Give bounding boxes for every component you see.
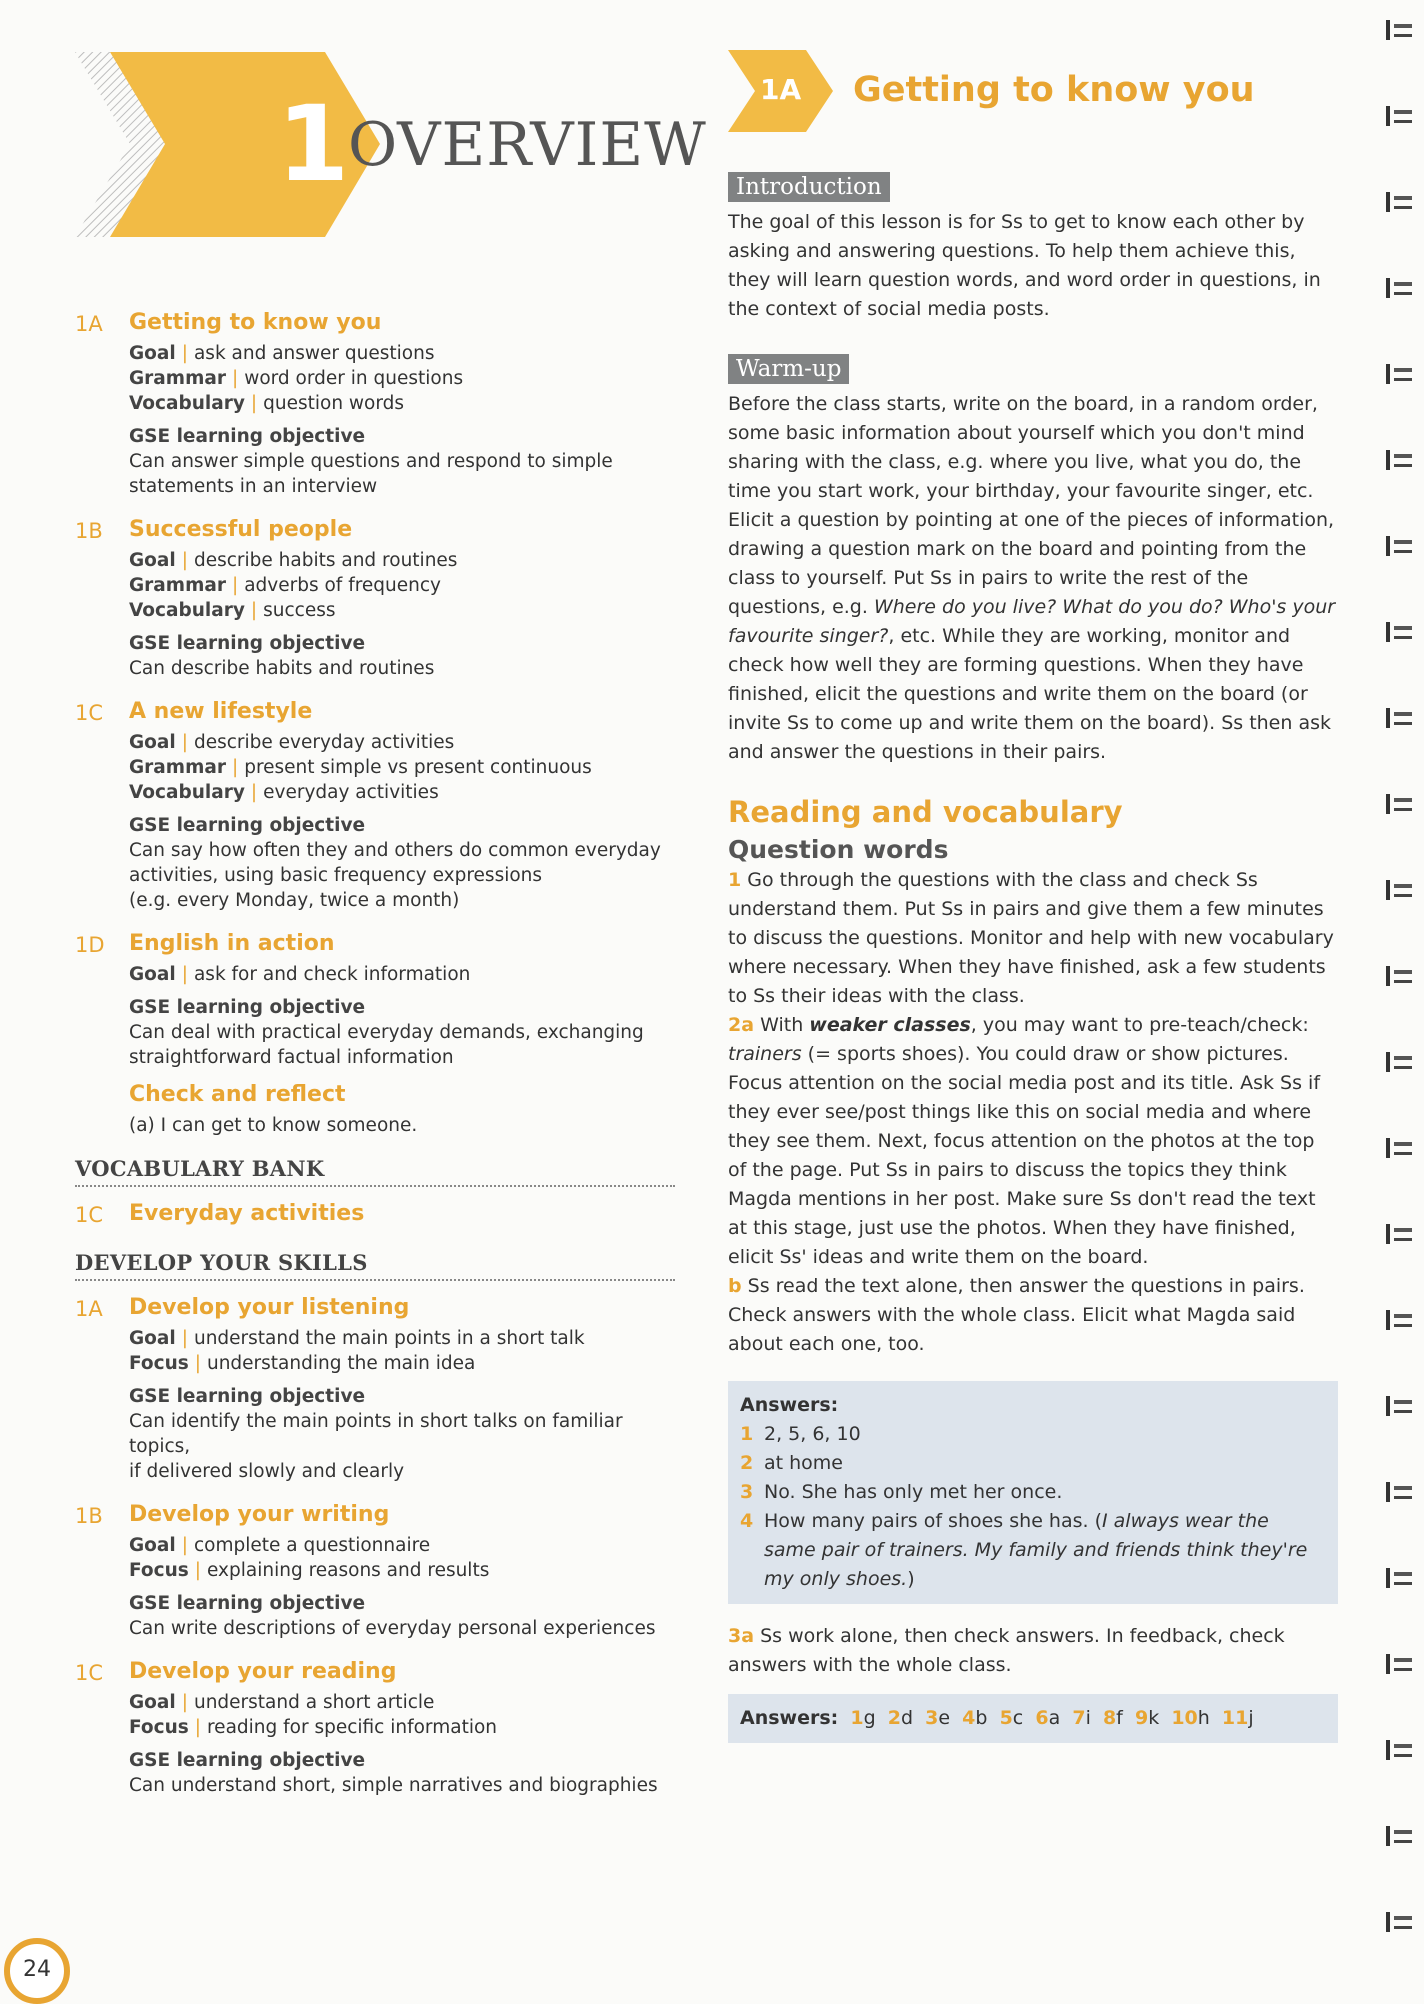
spiral-ring <box>1382 1138 1412 1158</box>
unit-code: 1A <box>75 1297 103 1321</box>
unit-1c <box>75 699 685 913</box>
gse-line: Can identify the main points in short talks on familiar topics, <box>129 1411 623 1457</box>
exercise-1: 1 Go through the questions with the class and check Ss understand them. Put Ss in pairs and give them a few minutes to discuss the questions. Monitor and help with new vocabulary where necessary. When they have finished, ask a few students to Ss their ideas with the class. <box>728 869 1334 1007</box>
gse-heading: GSE learning objective <box>129 1593 366 1614</box>
introduction-label: Introduction <box>728 172 890 202</box>
skills-1c <box>75 1659 685 1798</box>
spiral-ring <box>1382 708 1412 728</box>
unit-code: 1B <box>75 519 103 543</box>
gse-heading: GSE learning objective <box>129 633 366 654</box>
answer-item: 3 No. She has only met her once. <box>740 1481 1063 1503</box>
introduction-text: The goal of this lesson is for Ss to get to know each other by asking and answering questions. To help them achieve this, they will learn question words, and word order in questions, in the context of social media posts. <box>728 211 1321 320</box>
goal-row: Goal | ask and answer questions <box>129 343 435 364</box>
gse-line: Can understand short, simple narratives and biographies <box>129 1775 658 1796</box>
unit-code: 1B <box>75 1504 103 1528</box>
spiral-ring <box>1382 192 1412 212</box>
answers-box-2b <box>728 1381 1338 1604</box>
gse-heading: GSE learning objective <box>129 1750 366 1771</box>
exercise-2a: 2a With weaker classes, you may want to pre-teach/check: trainers (= sports shoes). You could draw or show pictures. Focus attention on the social media post and its title. Ask Ss if they ever see/post things like this on social media and where they see them. Next, focus attention on the photos at the top of the page. Put Ss in pairs to discuss the topics they think Magda mentions in her post. Make sure Ss don't read the text at this stage, just use the photos. When they have finished, elicit Ss' ideas and write them on the board. <box>728 1014 1321 1268</box>
vocabulary-row: Vocabulary | success <box>129 600 336 621</box>
answer-pair: 9k <box>1134 1707 1160 1729</box>
question-words-heading: Question words <box>728 835 949 864</box>
unit-title: Develop your writing <box>129 1502 390 1527</box>
unit-title: English in action <box>129 931 335 956</box>
unit-code: 1A <box>75 312 103 336</box>
gse-line: straightforward factual information <box>129 1047 454 1068</box>
unit-code: 1D <box>75 933 105 957</box>
answer-pair: 8f <box>1102 1707 1123 1729</box>
vocabulary-bank-item <box>75 1201 685 1226</box>
grammar-row: Grammar | present simple vs present continuous <box>129 757 592 778</box>
spiral-ring <box>1382 450 1412 470</box>
overview-column <box>75 310 685 1816</box>
gse-heading: GSE learning objective <box>129 815 366 836</box>
answer-pair: 10h <box>1171 1707 1210 1729</box>
gse-line: activities, using basic frequency expressions <box>129 865 543 886</box>
unit-title: Develop your listening <box>129 1295 410 1320</box>
goal-row: Goal | describe habits and routines <box>129 550 458 571</box>
exercise-2b: b Ss read the text alone, then answer the questions in pairs. Check answers with the whole class. Elicit what Magda said about each one, too. <box>728 1275 1305 1355</box>
spiral-ring <box>1382 1654 1412 1674</box>
unit-number: 1 <box>276 83 350 205</box>
answer-pair: 2d <box>887 1707 914 1729</box>
answer-pair: 7i <box>1072 1707 1091 1729</box>
spiral-ring <box>1382 1482 1412 1502</box>
unit-title: Everyday activities <box>129 1201 365 1226</box>
warmup-text: Before the class starts, write on the board, in a random order, some basic information about yourself which you don't mind sharing with the class, e.g. where you live, what you do, the time you start work, your birthday, your favourite singer, etc. Elicit a question by pointing at one of the pieces of information, drawing a question mark on the board and pointing from the class to yourself. Put Ss in pairs to write the rest of the questions, e.g. Where do you live? What do you do? Who's your favourite singer?, etc. While they are working, monitor and check how well they are forming questions. When they have finished, elicit the questions and write them on the board (or invite Ss to come up and write them on the board). Ss then ask and answer the questions in their pairs. <box>728 393 1336 763</box>
gse-line: Can answer simple questions and respond to simple <box>129 451 613 472</box>
answer-pair: 3e <box>925 1707 951 1729</box>
spiral-ring <box>1382 20 1412 40</box>
spiral-ring <box>1382 1826 1412 1846</box>
gse-heading: GSE learning objective <box>129 1386 366 1407</box>
spiral-ring <box>1382 1224 1412 1244</box>
answer-pair: 11j <box>1221 1707 1254 1729</box>
answer-pair: 5c <box>999 1707 1024 1729</box>
spiral-ring <box>1382 1310 1412 1330</box>
gse-line: Can deal with practical everyday demands, exchanging <box>129 1022 644 1043</box>
warmup-label: Warm-up <box>728 354 849 384</box>
focus-row: Focus | reading for specific information <box>129 1717 498 1738</box>
unit-title: Develop your reading <box>129 1659 397 1684</box>
page-number: 24 <box>4 1938 70 2004</box>
goal-row: Goal | understand a short article <box>129 1692 435 1713</box>
overview-title: OVERVIEW <box>348 110 707 180</box>
unit-1b <box>75 517 685 681</box>
lesson-code: 1A <box>760 73 802 106</box>
spiral-ring <box>1382 1396 1412 1416</box>
unit-code: 1C <box>75 1203 104 1227</box>
spiral-ring <box>1382 966 1412 986</box>
check-reflect-line: (a) I can get to know someone. <box>129 1115 418 1136</box>
reading-heading: Reading and vocabulary <box>728 795 1123 829</box>
check-reflect-title: Check and reflect <box>129 1082 346 1107</box>
answer-pair: 1g <box>850 1707 876 1729</box>
spiral-ring <box>1382 1568 1412 1588</box>
answers-box-3a <box>728 1694 1338 1743</box>
goal-row: Goal | describe everyday activities <box>129 732 455 753</box>
spiral-ring <box>1382 106 1412 126</box>
spiral-ring <box>1382 880 1412 900</box>
answers-heading: Answers: <box>740 1394 839 1416</box>
gse-line: Can describe habits and routines <box>129 658 435 679</box>
lesson-title: Getting to know you <box>853 70 1255 110</box>
skills-1b <box>75 1502 685 1641</box>
spiral-ring <box>1382 278 1412 298</box>
skills-1a <box>75 1295 685 1484</box>
unit-1a <box>75 310 685 499</box>
grammar-row: Grammar | word order in questions <box>129 368 464 389</box>
answer-pair: 6a <box>1035 1707 1061 1729</box>
answer-item: 1 2, 5, 6, 10 <box>740 1423 861 1445</box>
focus-row: Focus | understanding the main idea <box>129 1353 476 1374</box>
gse-line: statements in an interview <box>129 476 378 497</box>
unit-title: A new lifestyle <box>129 699 313 724</box>
gse-line: Can write descriptions of everyday personal experiences <box>129 1618 656 1639</box>
focus-row: Focus | explaining reasons and results <box>129 1560 490 1581</box>
spiral-binding <box>1382 0 1424 2000</box>
spiral-ring <box>1382 364 1412 384</box>
unit-code: 1C <box>75 1661 104 1685</box>
goal-row: Goal | understand the main points in a short talk <box>129 1328 585 1349</box>
answer-pair: 4b <box>962 1707 988 1729</box>
gse-heading: GSE learning objective <box>129 426 366 447</box>
unit-1d <box>75 931 685 1138</box>
exercise-3a: 3a Ss work alone, then check answers. In feedback, check answers with the whole class. <box>728 1625 1285 1676</box>
answers-heading: Answers: <box>740 1707 839 1729</box>
goal-row: Goal | complete a questionnaire <box>129 1535 431 1556</box>
unit-title: Successful people <box>129 517 353 542</box>
spiral-ring <box>1382 622 1412 642</box>
spiral-ring <box>1382 1740 1412 1760</box>
gse-line: (e.g. every Monday, twice a month) <box>129 890 460 911</box>
grammar-row: Grammar | adverbs of frequency <box>129 575 441 596</box>
gse-line: Can say how often they and others do common everyday <box>129 840 661 861</box>
gse-line: if delivered slowly and clearly <box>129 1461 405 1482</box>
vocabulary-row: Vocabulary | question words <box>129 393 405 414</box>
goal-row: Goal | ask for and check information <box>129 964 471 985</box>
answer-item: 4 How many pairs of shoes she has. (I always wear the same pair of trainers. My family and friends think they're my only shoes.) <box>740 1510 1308 1590</box>
spiral-ring <box>1382 794 1412 814</box>
spiral-ring <box>1382 1912 1412 1932</box>
unit-title: Getting to know you <box>129 310 382 335</box>
overview-hero <box>75 52 707 237</box>
spiral-ring <box>1382 536 1412 556</box>
gse-heading: GSE learning objective <box>129 997 366 1018</box>
vocabulary-bank-heading: VOCABULARY BANK <box>75 1156 675 1187</box>
vocabulary-row: Vocabulary | everyday activities <box>129 782 439 803</box>
unit-code: 1C <box>75 701 104 725</box>
answer-item: 2 at home <box>740 1452 843 1474</box>
develop-skills-heading: DEVELOP YOUR SKILLS <box>75 1250 675 1281</box>
spiral-ring <box>1382 1052 1412 1072</box>
